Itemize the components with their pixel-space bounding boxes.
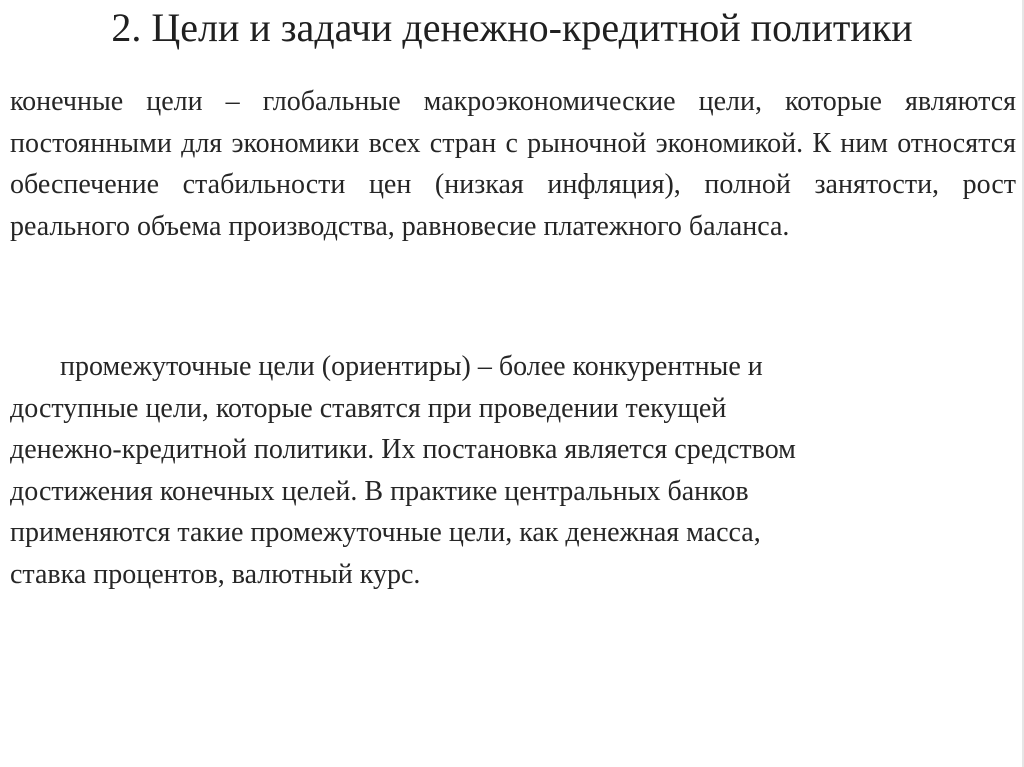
paragraph-line: достижения конечных целей. В практике центральных банков bbox=[10, 475, 749, 507]
final-goals-paragraph: конечные цели – глобальные макроэкономические цели, которые являются постоянными для экономики всех стран с рыночной экономикой. К ним относятся обеспечение стабильности цен (низкая инфляция), полной занятости, рост реального объема производства, равновесие платежного баланса. bbox=[10, 86, 1016, 242]
paragraph-line: ставка процентов, валютный курс. bbox=[10, 558, 421, 590]
paragraph-line: доступные цели, которые ставятся при проведении текущей bbox=[10, 392, 727, 424]
paragraph-line: промежуточные цели (ориентиры) – более конкурентные и bbox=[60, 351, 763, 382]
paragraph-line: денежно-кредитной политики. Их постановка является средством bbox=[10, 434, 796, 465]
slide-title: 2. Цели и задачи денежно-кредитной политики bbox=[111, 5, 913, 50]
intermediate-goals-paragraph bbox=[10, 346, 1016, 595]
paragraph-line: применяются такие промежуточные цели, как денежная масса, bbox=[10, 517, 761, 548]
